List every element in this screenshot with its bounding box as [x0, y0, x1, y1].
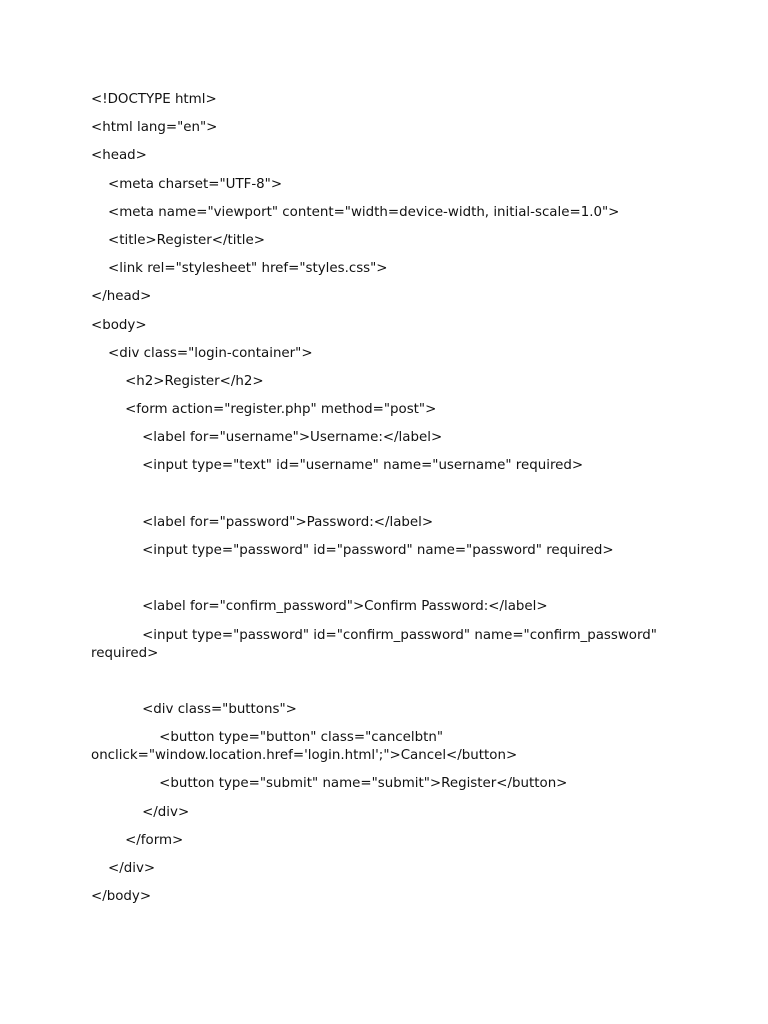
code-line: <label for="username">Username:</label> [91, 430, 443, 446]
code-line: <!DOCTYPE html> [91, 92, 217, 107]
code-line: <form action="register.php" method="post"> [91, 402, 437, 418]
code-line: </form> [91, 832, 184, 848]
code-listing [91, 91, 691, 916]
code-line: <input type="password" id="password" name="password" required> [91, 543, 614, 558]
code-line: <meta name="viewport" content="width=device-width, initial-scale=1.0"> [91, 204, 620, 220]
code-line: <link rel="stylesheet" href="styles.css"> [91, 261, 388, 277]
code-line: <html lang="en"> [91, 120, 218, 136]
blank-line [91, 486, 691, 504]
code-line: <div class="login-container"> [91, 345, 313, 361]
code-line: <h2>Register</h2> [91, 373, 264, 389]
code-line: <meta charset="UTF-8"> [91, 176, 283, 192]
code-line: </head> [91, 289, 152, 305]
code-line: </body> [91, 889, 152, 905]
code-line: <label for="confirm_password">Confirm Password:</label> [91, 599, 548, 615]
code-line: <input type="text" id="username" name="username" required> [91, 458, 584, 474]
code-line: <button type="submit" name="submit">Register</button> [91, 776, 568, 792]
code-line: <head> [91, 148, 147, 164]
code-line: <title>Register</title> [91, 232, 265, 248]
code-line: <input type="password" id="confirm_password" name="confirm_password" required> [91, 627, 657, 661]
blank-line [91, 570, 691, 588]
code-line: <button type="button" class="cancelbtn" onclick="window.location.href='login.html';">Cancel</button> [91, 730, 518, 764]
code-line: </div> [91, 804, 190, 820]
code-line: <div class="buttons"> [91, 701, 297, 717]
blank-line [91, 673, 691, 691]
code-line: <body> [91, 317, 147, 333]
code-line: <label for="password">Password:</label> [91, 514, 434, 530]
code-line: </div> [91, 860, 156, 876]
